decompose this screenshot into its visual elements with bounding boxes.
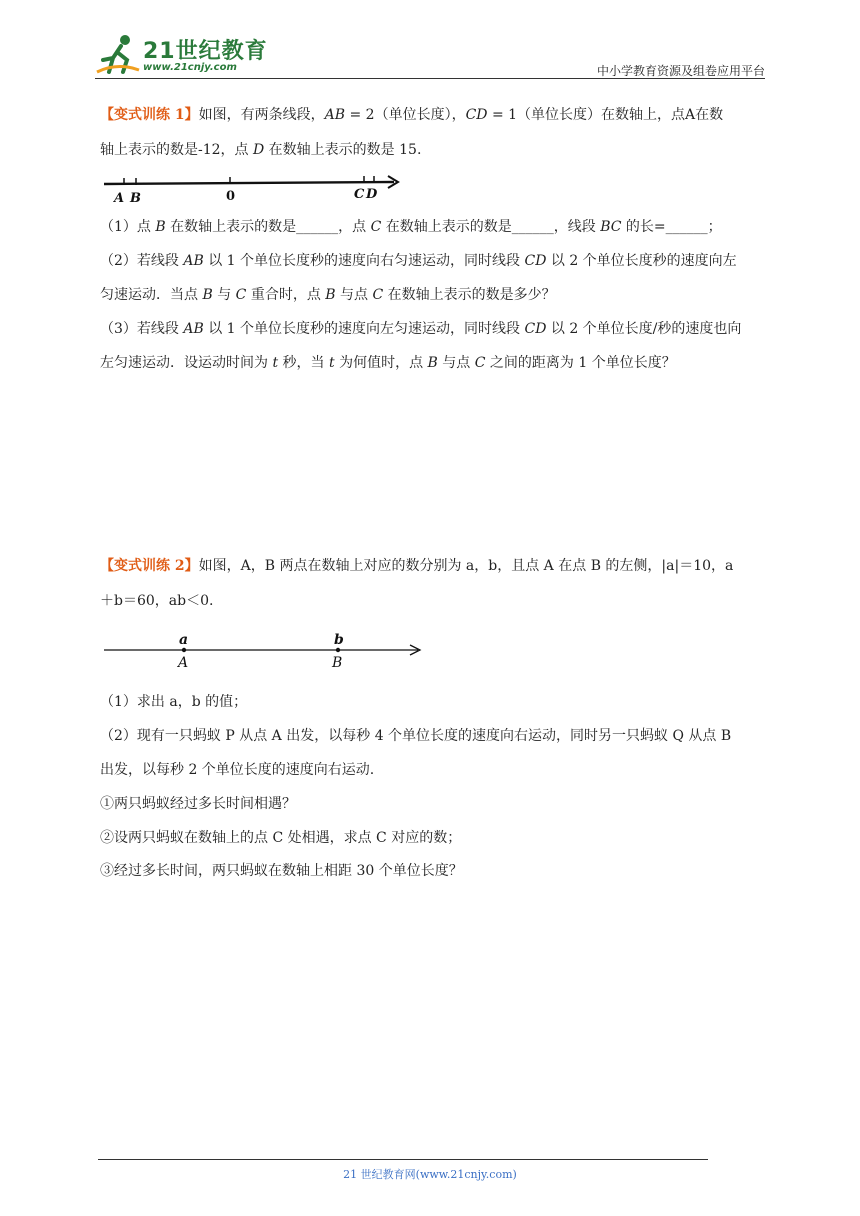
axis-label-c: C [354,187,365,202]
ex1-question-2-line-2: 匀速运动．当点 B 与 C 重合时，点 B 与点 C 在数轴上表示的数是多少？ [100,287,556,303]
footer-divider [98,1159,708,1160]
logo [95,32,268,80]
ex2-question-1: （1）求出 a，b 的值； [100,694,248,710]
ex1-question-2-line-1: （2）若线段 AB 以 1 个单位长度秒的速度向右匀速运动，同时线段 CD 以 2 个单位长度秒的速度向左 [100,253,737,269]
runner-logo-icon [95,32,141,76]
ex1-line-2: 轴上表示的数是-12，点 D 在数轴上表示的数是 15. [100,142,422,158]
ex1-question-3-line-2: 左匀速运动．设运动时间为 t 秒，当 t 为何值时，点 B 与点 C 之间的距离为 1 个单位长度？ [100,355,676,371]
ex2-question-2-line-2: 出发，以每秒 2 个单位长度的速度向右运动. [100,762,375,778]
header-divider [95,78,765,79]
axis-label-b: B [130,191,141,206]
ex2-sub-2: ②设两只蚂蚁在数轴上的点 C 处相遇，求点 C 对应的数； [100,830,462,846]
logo-text: 21世纪教育 [143,39,268,64]
axis-top-a: a [179,632,189,648]
axis-bottom-b: B [332,655,343,671]
axis-bottom-a: A [178,655,189,671]
ex2-question-2-line-1: （2）现有一只蚂蚁 P 从点 A 出发，以每秒 4 个单位长度的速度向右运动，同时另一只蚂蚁 Q 从点 B [100,728,732,744]
axis-top-b: b [334,632,344,648]
ex2-sub-1: ①两只蚂蚁经过多长时间相遇？ [100,796,296,812]
ex2-sub-3: ③经过多长时间，两只蚂蚁在数轴上相距 30 个单位长度？ [100,863,463,879]
axis-label-zero: 0 [226,189,236,204]
ex1-question-1: （1）点 B 在数轴上表示的数是______，点 C 在数轴上表示的数是______，线段 BC 的长=______； [100,219,722,235]
ex2-tag: 【变式训练 2】 [100,558,199,574]
axis-label-a: A [114,191,125,206]
ex2-line-2: ＋b＝60，ab＜0. [100,593,214,609]
ex2-number-line [100,628,430,672]
ex1-tag: 【变式训练 1】 [100,107,199,123]
footer-link[interactable]: 21 世纪教育网(www.21cnjy.com) [343,1168,517,1181]
ex1-number-line [100,172,410,206]
logo-url: www.21cnjy.com [143,62,237,73]
ex2-line-1: 【变式训练 2】如图，A，B 两点在数轴上对应的数分别为 a，b，且点 A 在点 B 的左侧，|a|＝10，a [100,558,734,574]
ex1-line-1: 【变式训练 1】如图，有两条线段，AB = 2（单位长度），CD = 1（单位长度）在数轴上，点A在数 [100,107,724,123]
ex1-question-3-line-1: （3）若线段 AB 以 1 个单位长度秒的速度向左匀速运动，同时线段 CD 以 2 个单位长度/秒的速度也向 [100,321,742,337]
page-header [95,32,765,80]
axis-label-d: D [366,187,378,202]
platform-name: 中小学教育资源及组卷应用平台 [596,64,765,78]
